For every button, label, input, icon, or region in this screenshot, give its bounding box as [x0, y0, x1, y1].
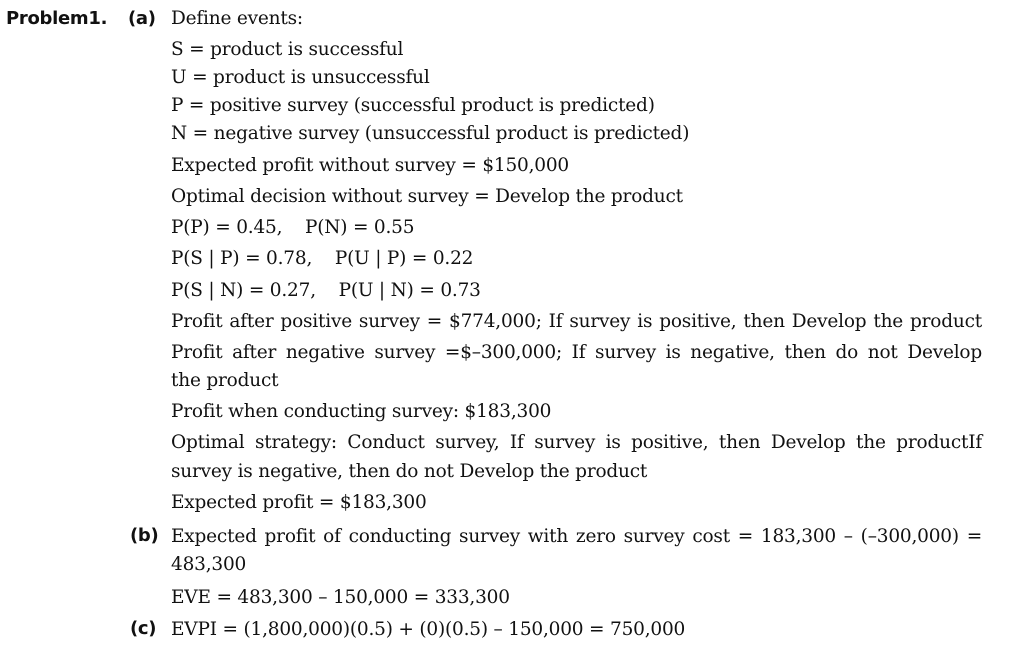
expected-profit-zero-cost: Expected profit of conducting survey with zero survey cost = 183,300 – (–300,000) = [171, 526, 982, 547]
optimal-strategy: Optimal strategy: Conduct survey, If survey is positive, then Develop the productIf [171, 432, 982, 453]
event-s-definition: S = product is successful [171, 39, 404, 60]
event-u-definition: U = product is unsuccessful [171, 67, 430, 88]
event-p-definition: P = positive survey (successful product is predicted) [171, 95, 655, 116]
expected-profit-zero-cost-cont: 483,300 [171, 554, 247, 575]
prob-given-n: P(S | N) = 0.27, P(U | N) = 0.73 [171, 280, 481, 301]
eve-equation: EVE = 483,300 – 150,000 = 333,300 [171, 587, 510, 608]
profit-after-negative: Profit after negative survey =$–300,000; If survey is negative, then do not Develop [171, 342, 982, 363]
part-b-label: (b) [130, 525, 159, 546]
problem-label: Problem1. [6, 8, 108, 29]
event-n-definition: N = negative survey (unsuccessful product is predicted) [171, 123, 690, 144]
part-c-label: (c) [130, 618, 157, 639]
expected-profit-no-survey: Expected profit without survey = $150,000 [171, 155, 570, 176]
optimal-strategy-cont: survey is negative, then do not Develop the product [171, 461, 648, 482]
part-a-label: (a) [128, 8, 156, 29]
profit-after-positive: Profit after positive survey = $774,000; If survey is positive, then Develop the product [171, 311, 982, 332]
profit-after-negative-cont: the product [171, 370, 279, 391]
expected-profit-survey: Expected profit = $183,300 [171, 492, 427, 513]
prob-given-p: P(S | P) = 0.78, P(U | P) = 0.22 [171, 248, 474, 269]
optimal-decision-no-survey: Optimal decision without survey = Develop the product [171, 186, 683, 207]
evpi-equation: EVPI = (1,800,000)(0.5) + (0)(0.5) – 150,000 = 750,000 [171, 619, 686, 640]
part-a-line: Define events: [171, 8, 303, 29]
prob-p-n: P(P) = 0.45, P(N) = 0.55 [171, 217, 415, 238]
profit-conducting-survey: Profit when conducting survey: $183,300 [171, 401, 552, 422]
